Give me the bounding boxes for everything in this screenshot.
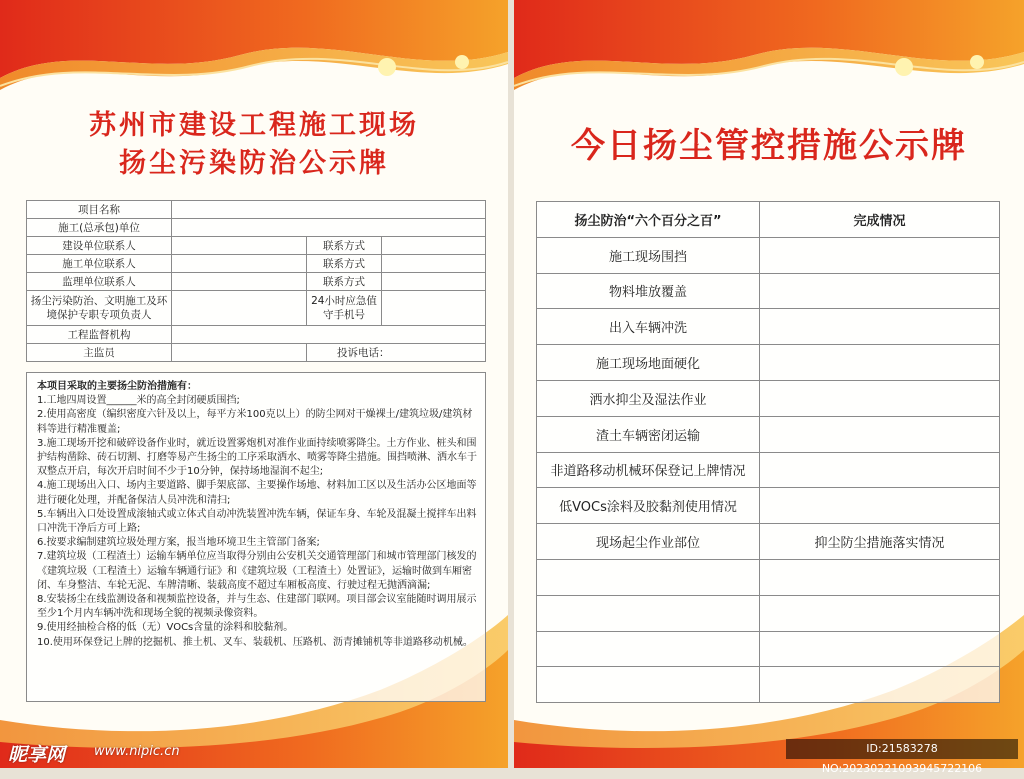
table-row <box>537 380 1000 416</box>
item-label: 渣土车辆密闭运输 <box>537 416 760 452</box>
daily-dust-control-table <box>536 201 1000 703</box>
item-label: 低VOCs涂料及胶黏剂使用情况 <box>537 488 760 524</box>
value-project-name <box>172 201 486 219</box>
value-contact-method <box>382 273 486 291</box>
list-item: 2.使用高密度（编织密度六针及以上，每平方米100克以上）的防尘网对干燥裸土/建筑垃圾/建筑材料等进行精准覆盖; <box>37 409 473 435</box>
list-item: 4.施工现场出入口、场内主要道路、脚手架底部、主要操作场地、材料加工区以及生活办公区地面等进行硬化处理，并配备保洁人员冲洗和清扫; <box>37 480 477 506</box>
label-builder-contact: 建设单位联系人 <box>27 237 172 255</box>
value-contact-method <box>382 237 486 255</box>
table-row <box>537 631 1000 667</box>
label-contractor: 施工(总承包)单位 <box>27 219 172 237</box>
table-row <box>27 326 486 344</box>
list-item: 10.使用环保登记上牌的挖掘机、推土机、叉车、装载机、压路机、沥青摊铺机等非道路移动机械。 <box>37 636 473 648</box>
value-dust-manager <box>172 291 307 326</box>
table-row <box>537 559 1000 595</box>
value-contractor <box>172 219 486 237</box>
measures-heading: 本项目采取的主要扬尘防治措施有： <box>37 381 197 392</box>
item-label: 物料堆放覆盖 <box>537 273 760 309</box>
label-complaint-phone: 投诉电话： <box>307 344 486 362</box>
header-six-100: 扬尘防治“六个百分之百” <box>537 202 760 238</box>
header-dust-measures: 抑尘防尘措施落实情况 <box>760 524 1000 560</box>
item-label: 施工现场围挡 <box>537 237 760 273</box>
label-dust-manager: 扬尘污染防治、文明施工及环境保护专职专项负责人 <box>27 291 172 326</box>
board-title: 今日扬尘管控措施公示牌 <box>571 126 967 166</box>
table-row <box>537 488 1000 524</box>
table-row <box>27 219 486 237</box>
measure-cell <box>760 595 1000 631</box>
table-header-row <box>537 202 1000 238</box>
watermark-logo: 昵享网 <box>8 744 66 766</box>
header-completion: 完成情况 <box>760 202 1000 238</box>
value-chief-supervisor <box>172 344 307 362</box>
table-row <box>27 201 486 219</box>
completion-cell <box>760 416 1000 452</box>
left-notice-board <box>0 0 508 768</box>
item-label: 非道路移动机械环保登记上牌情况 <box>537 452 760 488</box>
watermark-url: www.nipic.cn <box>94 744 180 759</box>
table-row <box>537 452 1000 488</box>
measure-cell <box>760 667 1000 703</box>
location-cell <box>537 595 760 631</box>
value-contact-method <box>382 255 486 273</box>
label-contact-method: 联系方式 <box>307 255 382 273</box>
completion-cell <box>760 237 1000 273</box>
list-item: 6.按要求编制建筑垃圾处理方案，报当地环境卫生主管部门备案; <box>37 537 320 549</box>
item-label: 洒水抑尘及湿法作业 <box>537 380 760 416</box>
table-row <box>27 291 486 326</box>
list-item: 1.工地四周设置______米的高全封闭硬质围挡; <box>37 395 240 407</box>
table-row <box>537 416 1000 452</box>
value-builder-contact <box>172 237 307 255</box>
label-supervision-contact: 监理单位联系人 <box>27 273 172 291</box>
location-cell <box>537 559 760 595</box>
table-row <box>537 273 1000 309</box>
table-row <box>27 344 486 362</box>
project-info-table <box>26 200 486 362</box>
label-hotline: 24小时应急值守手机号 <box>307 291 382 326</box>
item-label: 出入车辆冲洗 <box>537 309 760 345</box>
measure-cell <box>760 559 1000 595</box>
list-item: 3.施工现场开挖和破碎设备作业时，就近设置雾炮机对准作业面持续喷雾降尘。土方作业、桩头和围护结构凿除、砖石切割、打磨等易产生扬尘的工序采取洒水、喷雾等降尘措施。围挡喷淋、洒水车于双整点开启，每次开启时间不少于10分钟，保持场地湿润不起尘; <box>37 437 477 478</box>
table-row <box>27 273 486 291</box>
dust-measures-list <box>26 372 486 702</box>
table-row <box>27 237 486 255</box>
label-contact-method: 联系方式 <box>307 273 382 291</box>
pearl-dot <box>970 55 984 69</box>
list-item: 8.安装扬尘在线监测设备和视频监控设备，并与生态、住建部门联网。项目部会议室能随时调用展示至少1个月内车辆冲洗和现场全貌的视频录像资料。 <box>37 594 477 620</box>
completion-cell <box>760 380 1000 416</box>
table-row <box>537 345 1000 381</box>
completion-cell <box>760 452 1000 488</box>
value-hotline <box>382 291 486 326</box>
label-contact-method: 联系方式 <box>307 237 382 255</box>
pearl-dot <box>455 55 469 69</box>
location-cell <box>537 631 760 667</box>
item-label: 施工现场地面硬化 <box>537 345 760 381</box>
completion-cell <box>760 309 1000 345</box>
table-row <box>537 667 1000 703</box>
table-row <box>537 309 1000 345</box>
value-supervision-contact <box>172 273 307 291</box>
value-construction-contact <box>172 255 307 273</box>
image-id-badge: ID:21583278 NO:20230221093945722106 <box>786 739 1018 759</box>
pearl-dot <box>895 58 913 76</box>
table-row <box>27 255 486 273</box>
label-construction-contact: 施工单位联系人 <box>27 255 172 273</box>
board-title-line2: 扬尘污染防治公示牌 <box>119 148 389 179</box>
list-item: 7.建筑垃圾（工程渣土）运输车辆单位应当取得分别由公安机关交通管理部门和城市管理部门核发的《建筑垃圾（工程渣土）运输车辆通行证》和《建筑垃圾（工程渣土）处置证》，运输时做到车厢密闭、车身整洁、车轮无泥、车牌清晰、装载高度不超过车厢板高度、行驶过程无抛洒滴漏; <box>37 551 477 591</box>
table-header-row <box>537 524 1000 560</box>
completion-cell <box>760 345 1000 381</box>
completion-cell <box>760 488 1000 524</box>
label-project-name: 项目名称 <box>27 201 172 219</box>
completion-cell <box>760 273 1000 309</box>
measure-cell <box>760 631 1000 667</box>
list-item: 9.使用经抽检合格的低（无）VOCs含量的涂料和胶黏剂。 <box>37 622 294 634</box>
table-row <box>537 595 1000 631</box>
list-item: 5.车辆出入口处设置成滚轴式或立体式自动冲洗装置冲洗车辆，保证车身、车轮及混凝土搅拌车出料口冲洗干净后方可上路; <box>37 508 477 535</box>
label-chief-supervisor: 主监员 <box>27 344 172 362</box>
pearl-dot <box>378 58 396 76</box>
location-cell <box>537 667 760 703</box>
board-title-line1: 苏州市建设工程施工现场 <box>89 110 419 141</box>
value-supervisory-agency <box>172 326 486 344</box>
label-supervisory-agency: 工程监督机构 <box>27 326 172 344</box>
header-dust-location: 现场起尘作业部位 <box>537 524 760 560</box>
table-row <box>537 237 1000 273</box>
